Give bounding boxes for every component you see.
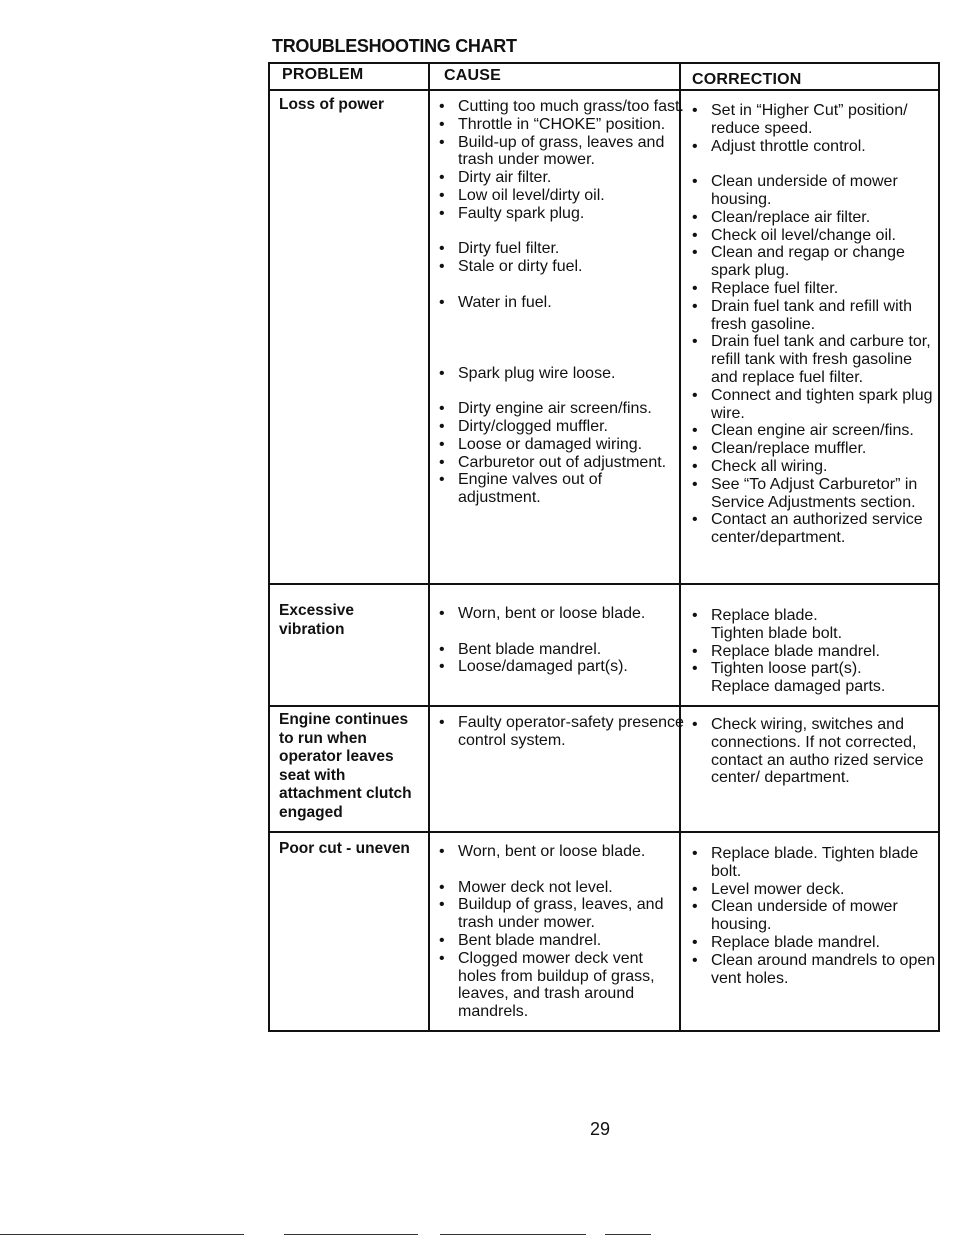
list-item: • Replace fuel filter.	[689, 280, 937, 298]
cause-list	[436, 98, 684, 507]
list-item: • Worn, bent or loose blade.	[436, 843, 684, 861]
list-item: Replace damaged parts.	[711, 678, 886, 696]
problem-label: Excessive vibration	[279, 602, 354, 638]
problem-label: Loss of power	[279, 96, 385, 113]
cause-list	[436, 714, 684, 750]
list-item: • Mower deck not level.	[436, 879, 684, 897]
list-item: • Dirty fuel filter.	[436, 240, 684, 258]
problem-label: Engine continues to run when operator leaves seat with attachment clutch engaged	[279, 711, 412, 821]
list-item: • Stale or dirty fuel.	[436, 258, 684, 276]
list-item: • Low oil level/dirty oil.	[436, 187, 684, 205]
list-item: • Check oil level/change oil.	[689, 227, 937, 245]
list-item: • Contact an authorized service center/department.	[689, 511, 937, 547]
list-item: • Bent blade mandrel.	[436, 932, 684, 950]
list-item: • Level mower deck.	[689, 881, 937, 899]
list-item: • Faulty operator-safety presence control system.	[436, 714, 684, 750]
list-item: • Water in fuel.	[436, 294, 684, 312]
list-item: • Bent blade mandrel.	[436, 641, 684, 659]
list-item: • Worn, bent or loose blade.	[436, 605, 684, 623]
list-item: • Check all wiring.	[689, 458, 937, 476]
list-item: • Faulty spark plug.	[436, 205, 684, 223]
list-item: • Clean engine air screen/fins.	[689, 422, 937, 440]
list-item: • Spark plug wire loose.	[436, 365, 684, 383]
chart-title: TROUBLESHOOTING CHART	[272, 36, 517, 56]
list-item: • Loose/damaged part(s).	[436, 658, 684, 676]
list-item: • Clean/replace muffler.	[689, 440, 937, 458]
list-item: Tighten blade bolt.	[711, 624, 843, 642]
list-item: • Clean underside of mower housing.	[689, 173, 937, 209]
row-divider-1	[270, 583, 938, 585]
header-correction: CORRECTION	[692, 71, 802, 88]
footer-rule	[0, 1234, 244, 1235]
correction-list	[689, 607, 937, 696]
correction-list	[689, 716, 937, 787]
list-item: • Adjust throttle control.	[689, 138, 937, 156]
row-divider-2	[270, 705, 938, 707]
row-divider-3	[270, 831, 938, 833]
header-cause: CAUSE	[444, 67, 502, 84]
footer-rule	[605, 1234, 651, 1235]
list-item: • Buildup of grass, leaves, and trash under mower.	[436, 896, 684, 932]
list-item: • Build-up of grass, leaves and trash under mower.	[436, 134, 684, 170]
list-item: • Clean and regap or change spark plug.	[689, 244, 937, 280]
footer-rule	[440, 1234, 586, 1235]
list-item: • Dirty/clogged muffler.	[436, 418, 684, 436]
list-item: • Clean/replace air filter.	[689, 209, 937, 227]
list-item: • Carburetor out of adjustment.	[436, 454, 684, 472]
list-item: • Clogged mower deck vent holes from buildup of grass, leaves, and trash around mandrels.	[436, 950, 684, 1021]
list-item: • Engine valves out of adjustment.	[436, 471, 684, 507]
list-item: • Replace blade mandrel.	[689, 643, 937, 661]
list-item: • Tighten loose part(s).	[689, 660, 937, 678]
problem-label: Poor cut - uneven	[279, 840, 410, 857]
correction-list	[689, 845, 937, 987]
cause-list	[436, 605, 684, 676]
troubleshooting-table	[268, 62, 940, 1032]
list-item: • Throttle in “CHOKE” position.	[436, 116, 684, 134]
list-item: • Dirty engine air screen/fins.	[436, 400, 684, 418]
list-item: • Clean underside of mower housing.	[689, 898, 937, 934]
page-number: 29	[590, 1119, 611, 1139]
list-item: • Set in “Higher Cut” position/ reduce speed.	[689, 102, 937, 138]
list-item: • See “To Adjust Carburetor” in Service Adjustments section.	[689, 476, 937, 512]
list-item: • Clean around mandrels to open vent holes.	[689, 952, 937, 988]
list-item: • Dirty air filter.	[436, 169, 684, 187]
list-item: • Drain fuel tank and refill with fresh gasoline.	[689, 298, 937, 334]
list-item: • Cutting too much grass/too fast.	[436, 98, 684, 116]
cause-list	[436, 843, 684, 1021]
list-item: • Loose or damaged wiring.	[436, 436, 684, 454]
header-rule	[270, 89, 938, 91]
list-item: • Replace blade.	[689, 607, 937, 625]
correction-list	[689, 102, 937, 547]
list-item: • Check wiring, switches and connections. If not corrected, contact an autho rized service center/ department.	[689, 716, 937, 787]
header-problem: PROBLEM	[282, 66, 364, 83]
list-item: • Drain fuel tank and carbure tor, refill tank with fresh gasoline and replace fuel filter.	[689, 333, 937, 386]
column-divider-1	[428, 64, 430, 1030]
list-item: • Connect and tighten spark plug wire.	[689, 387, 937, 423]
footer-rule	[284, 1234, 418, 1235]
list-item: • Replace blade. Tighten blade bolt.	[689, 845, 937, 881]
list-item: • Replace blade mandrel.	[689, 934, 937, 952]
